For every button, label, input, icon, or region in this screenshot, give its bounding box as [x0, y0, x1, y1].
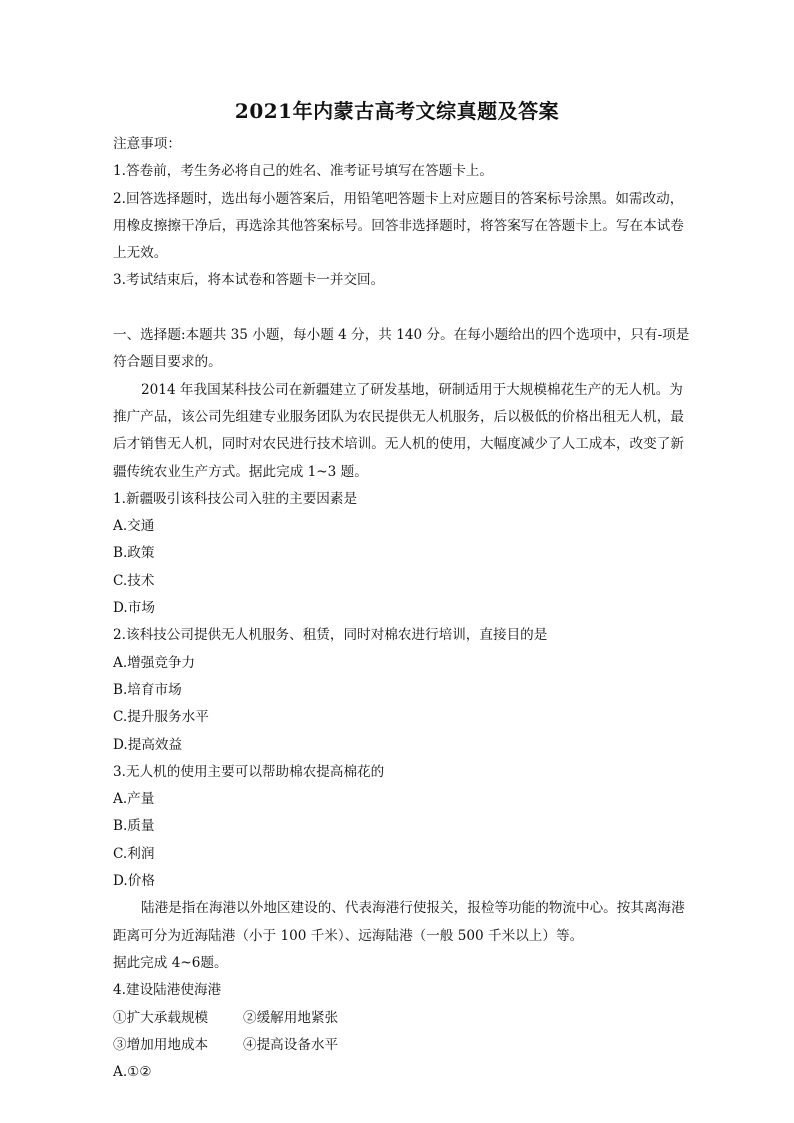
statement-choice: ②缓解用地紧张 [243, 1009, 339, 1026]
question-stem: 2.该科技公司提供无人机服务、租赁，同时对棉农进行培训，直接目的是 [113, 627, 548, 644]
passage-line: 2014 年我国某科技公司在新疆建立了研发基地，研制适用于大规模棉花生产的无人机。为 [141, 381, 683, 398]
notice-item: 1.答卷前，考生务必将自己的姓名、准考证号填写在答题卡上。 [113, 163, 493, 180]
answer-option: A.产量 [113, 791, 155, 808]
document-title: 2021年内蒙古高考文综真题及答案 [234, 99, 560, 123]
passage-line: 距离可分为近海陆港（小于 100 千米）、远海陆港（一般 500 千米以上）等。 [113, 927, 584, 944]
notice-item: 用橡皮擦擦干净后，再选涂其他答案标号。回答非选择题时，将答案写在答题卡上。写在本试卷 [113, 217, 684, 234]
passage-line: 据此完成 4~6题。 [113, 954, 228, 971]
passage-line: 推广产品，该公司先组建专业服务团队为农民提供无人机服务，后以极低的价格出租无人机，最 [113, 408, 684, 425]
passage-line: 疆传统农业生产方式。据此完成 1~3 题。 [113, 463, 368, 480]
answer-option: A.增强竞争力 [113, 654, 196, 671]
passage-line: 后才销售无人机，同时对农民进行技术培训。无人机的使用，大幅度减少了人工成本，改变了新 [113, 436, 684, 453]
statement-row [113, 1005, 697, 1032]
answer-option: D.提高效益 [113, 736, 183, 753]
statement-row [113, 1032, 697, 1059]
spacer [113, 295, 697, 322]
section-heading: 一、选择题:本题共 35 小题，每小题 4 分，共 140 分。在每小题给出的四个选项中，只有-项是 [113, 327, 690, 344]
document-body [113, 131, 697, 1086]
notice-heading: 注意事项： [113, 136, 181, 152]
question-stem: 3.无人机的使用主要可以帮助棉农提高棉花的 [113, 763, 385, 780]
question-stem: 4.建设陆港使海港 [113, 982, 222, 999]
statement-choice: ①扩大承载规模 [113, 1009, 209, 1026]
answer-option: C.利润 [113, 845, 155, 862]
passage-line: 陆港是指在海港以外地区建设的、代表海港行使报关，报检等功能的物流中心。按其离海港 [141, 900, 685, 917]
answer-option: B.培育市场 [113, 681, 182, 698]
answer-option: D.市场 [113, 600, 155, 617]
question-stem: 1.新疆吸引该科技公司入驻的主要因素是 [113, 490, 358, 507]
statement-choice: ③增加用地成本 [113, 1036, 209, 1053]
answer-option: A.交通 [113, 518, 155, 535]
answer-option: D.价格 [113, 873, 155, 890]
answer-option: B.政策 [113, 545, 155, 562]
notice-item: 3.考试结束后，将本试卷和答题卡一并交回。 [113, 272, 385, 289]
answer-option: C.技术 [113, 572, 155, 589]
answer-option: B.质量 [113, 818, 155, 835]
answer-option: C.提升服务水平 [113, 709, 209, 726]
notice-item: 2.回答选择题时，选出每小题答案后，用铅笔吧答题卡上对应题目的答案标号涂黑。如需改动， [113, 190, 684, 207]
statement-choice: ④提高设备水平 [243, 1036, 339, 1053]
notice-item: 上无效。 [113, 245, 168, 262]
section-heading: 符合题目要求的。 [113, 354, 222, 371]
answer-option: A.①② [113, 1064, 152, 1081]
